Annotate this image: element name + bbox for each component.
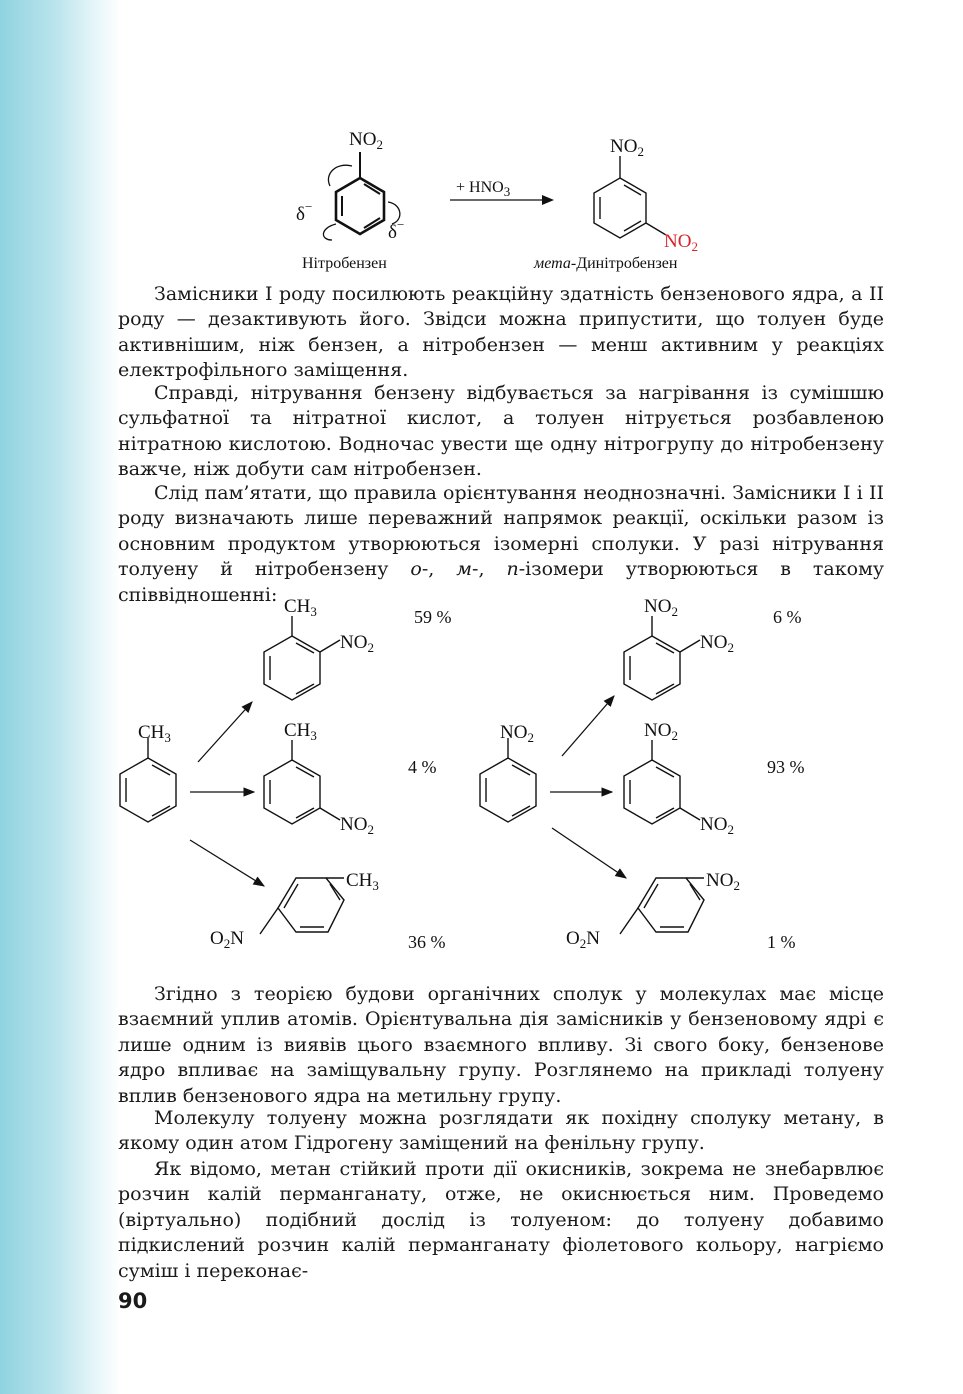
ortho-dinitrobenzene-structure bbox=[624, 616, 700, 700]
meta-dinitrobenzene-product-structure bbox=[624, 740, 700, 824]
nitrobenzene-ortho-percent: 6 % bbox=[773, 607, 802, 627]
reagent-label: + HNO bbox=[456, 179, 504, 196]
no2-group: NO bbox=[349, 129, 377, 150]
toluene-meta-percent: 4 % bbox=[408, 757, 437, 777]
delta-minus-right: δ bbox=[388, 222, 397, 243]
paragraph-nitration-conditions: Справді, нітрування бензену відбувається за нагрівання із сумішшю сульфатної та нітратної кислот, а толуен нітрується розбавленою нітратною кислотою. Водночас увести ще одну нітрогрупу до нітробензену важче, ніж добути сам нітробензен. bbox=[118, 382, 884, 481]
paragraph-substituent-activity: Замісники I роду посилюють реакційну здатність бензенового ядра, а II роду — дезактивують його. Звідси можна припустити, що толуен буде активнішим, ніж бензен, а нітробензен — менш активним у реакціях електрофільного заміщення. bbox=[118, 283, 884, 382]
meta-no2-highlight: NO bbox=[664, 231, 692, 252]
svg-text:δ−: δ− bbox=[388, 217, 405, 243]
svg-text:CH3: $CH_3$ bbox=[284, 720, 317, 743]
svg-text:δ−: δ− bbox=[296, 199, 313, 225]
svg-text:NO2: $NO_2$ bbox=[700, 814, 734, 837]
nitration-figure bbox=[280, 118, 740, 276]
para-nitrotoluene-structure bbox=[260, 878, 344, 934]
meta-nitrotoluene-structure bbox=[264, 740, 340, 824]
svg-text:NO2: $NO_2$ bbox=[500, 722, 534, 745]
paragraph-toluene-methane: Молекулу толуену можна розглядати як похідну сполуку метану, в якому один атом Гідрогену заміщений на фенільну групу. bbox=[118, 1107, 884, 1155]
dinitrobenzene-caption: -Динітробензен bbox=[570, 255, 678, 272]
toluene-ortho-percent: 59 % bbox=[414, 607, 452, 627]
nitrobenzene-meta-percent: 93 % bbox=[767, 757, 805, 777]
svg-text:+ HNO3: + $HNO_3$ bbox=[456, 179, 511, 199]
page-number: 90 bbox=[118, 1289, 148, 1313]
svg-text:CH3: $CH_3$ bbox=[346, 870, 379, 893]
svg-text:NO2: $NO_2$ bbox=[706, 870, 740, 893]
isomer-distribution-scheme bbox=[100, 588, 860, 968]
paragraph-permanganate-test: Як відомо, метан стійкий проти дії окисників, зокрема не знебарвлює розчин калій перманганату, отже, не окиснюється ним. Проведемо (віртуально) подібний дослід із толуеном: до толуену добавимо підкислений розчин калій перманганату фіолетового кольору, нагріємо суміш і переконає- bbox=[118, 1158, 884, 1282]
svg-text:CH3: $CH_3$ bbox=[284, 596, 317, 619]
meta-dinitrobenzene-structure bbox=[594, 156, 666, 238]
svg-text:NO2: $NO_2$ bbox=[664, 231, 698, 254]
delta-minus-left: δ bbox=[296, 204, 305, 225]
svg-text:O2N: $O_2N$ bbox=[210, 928, 244, 951]
svg-text:NO2: $NO_2$ bbox=[644, 720, 678, 743]
paragraph-mutual-influence: Згідно з теорією будови органічних сполук у молекулах має місце взаємний уплив атомів. Орієнтувальна дія замісників у бензеновому ядрі є лише одним із виявів цього взаємного впливу. Зі свого боку, бензенове ядро впливає на заміщувальну групу. Розглянемо на прикладі толуену вплив бензенового ядра на метильну групу. bbox=[118, 983, 884, 1107]
nitrobenzene-para-percent: 1 % bbox=[767, 932, 796, 952]
svg-text:O2N: $O_2N$ bbox=[566, 928, 600, 951]
ortho-nitrotoluene-structure bbox=[264, 616, 340, 700]
nitrobenzene-start-structure bbox=[480, 738, 536, 822]
svg-text:NO2: $NO_2$ bbox=[340, 632, 374, 655]
svg-text:мета-Динітробензен: мета-Динітробензен bbox=[534, 255, 678, 272]
nitrobenzene-caption: Нітробензен bbox=[302, 255, 387, 272]
svg-text:NO2: $NO_2$ bbox=[610, 136, 644, 159]
svg-text:CH3: $CH_3$ bbox=[138, 722, 171, 745]
paragraph-orientation-rules: Слід пам’ятати, що правила орієнтування неоднозначні. Замісники I і II роду визначають лише переважний напрямок реакції, оскільки разом із основним продуктом утворюються ізомерні сполуки. У разі нітрування толуену й нітробензену о-, м-, п-ізомери утворюються в такому співвідношенні: bbox=[118, 482, 885, 606]
toluene-structure bbox=[120, 738, 176, 822]
svg-text:NO2: $NO_2$ bbox=[644, 596, 678, 619]
svg-text:NO2: $NO_2$ bbox=[349, 129, 383, 152]
svg-text:NO2: $NO_2$ bbox=[340, 814, 374, 837]
toluene-para-percent: 36 % bbox=[408, 932, 446, 952]
svg-text:NO2: $NO_2$ bbox=[700, 632, 734, 655]
para-dinitrobenzene-structure bbox=[620, 878, 704, 934]
